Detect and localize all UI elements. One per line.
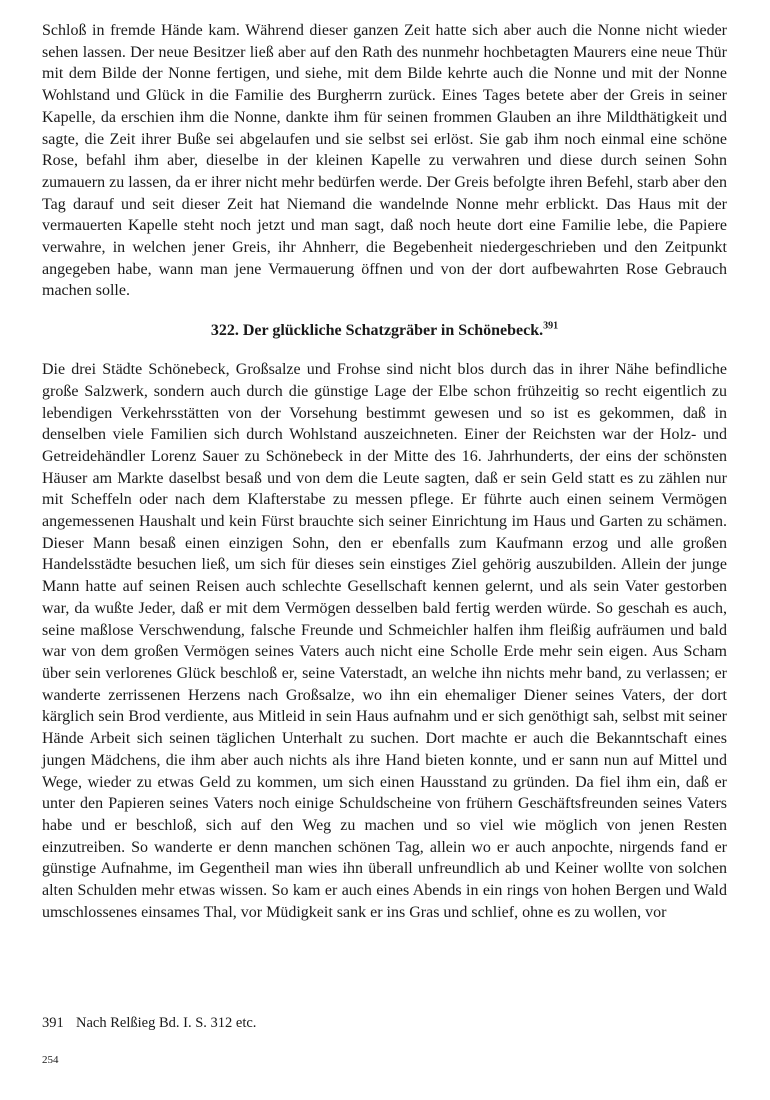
footnote-text: Nach Relßieg Bd. I. S. 312 etc. — [76, 1015, 257, 1031]
footnote — [42, 1014, 256, 1032]
continuation-paragraph: Schloß in fremde Hände kam. Während dieser ganzen Zeit hatte sich aber auch die Nonne nicht wieder sehen lassen. Der neue Besitzer ließ aber auf den Rath des nunmehr hochbetagten Maurers eine neue Thür mit dem Bilde der Nonne fertigen, und siehe, mit dem Bilde kehrte auch die Nonne und mit der Nonne Wohlstand und Glück in die Familie des Burgherrn zurück. Eines Tages betete aber der Greis in seiner Kapelle, da erschien ihm die Nonne, dankte ihm für seinen frommen Glauben an ihre Mildthätigkeit und sagte, die Zeit ihrer Buße sei abgelaufen und sie selbst sei erlöst. Sie gab ihm noch einmal eine schöne Rose, befahl ihm aber, dieselbe in der kleinen Kapelle zu verwahren und diese durch seinen Sohn zumauern zu lassen, da er ihrer nicht mehr bedürfen werde. Der Greis befolgte ihren Befehl, starb aber den Tag darauf und seit dieser Zeit hat Niemand die wandelnde Nonne mehr erblickt. Das Haus mit der vermauerten Kapelle steht noch jetzt und man sagt, daß noch heute dort eine Familie lebe, die Papiere verwahre, in welchen jener Greis, ihr Ahnherr, die Begebenheit niedergeschrieben und den Zeitpunkt angegeben habe, wann man jene Vermauerung öffnen und von der dort aufbewahrten Rose Gebrauch machen solle. — [42, 22, 727, 300]
page-body — [42, 20, 727, 923]
page-number: 254 — [42, 1054, 59, 1066]
section-heading — [42, 320, 727, 342]
section-heading-text: 322. Der glückliche Schatzgräber in Schönebeck. — [210, 322, 544, 340]
footnote-reference: 391 — [543, 320, 559, 332]
section-paragraph: Die drei Städte Schönebeck, Großsalze und Frohse sind nicht blos durch das in ihrer Nähe befindliche große Salzwerk, sondern auch durch die günstige Lage der Elbe schon frühzeitig so recht eigentlich zu lebendigen Verkehrsstätten von der Vorsehung bestimmt gewesen und so ist es gekommen, daß in denselben viele Familien sich durch Wohlstand auszeichneten. Einer der Reichsten war der Holz- und Getreidehändler Lorenz Sauer zu Schönebeck in der Mitte des 16. Jahrhunderts, der eins der schönsten Häuser am Markte daselbst besaß und von dem die Leute sagten, daß er sein Geld statt es zu zählen nur mit Scheffeln oder nach dem Klafterstabe zu messen pflege. Er führte auch einen seinem Vermögen angemessenen Haushalt und kein Fürst brauchte sich seiner Einrichtung im Haus und Garten zu schämen. Dieser Mann besaß einen einzigen Sohn, den er ebenfalls zum Kaufmann erzog und alle großen Handelsstädte besuchen ließ, um sich für dieses sein einstiges Ziel gehörig auszubilden. Allein der junge Mann hatte auf seinen Reisen auch schlechte Gesellschaft kennen gelernt, und als sein Vater gestorben war, da wußte Jeder, daß er mit dem Vermögen desselben bald fertig werden würde. So geschah es auch, seine maßlose Verschwendung, falsche Freunde und Schmeichler halfen ihm fleißig aufräumen und bald war von dem großen Vermögen seines Vaters auch nicht eine Scholle Erde mehr sein eigen. Aus Scham über sein verlorenes Glück beschloß er, seine Vaterstadt, an welche ihn nichts mehr band, zu verlassen; er wanderte zerrissenen Herzens nach Großsalze, wo ihn ein ehemaliger Diener seines Vaters, der dort kärglich sein Brod verdiente, aus Mitleid in sein Haus aufnahm und er sich genöthigt sah, selbst mit seiner Hände Arbeit sich seinen täglichen Unterhalt zu suchen. Dort machte er auch die Bekanntschaft eines jungen Mädchens, die ihm aber auch nichts als ihre Hand bieten konnte, und er sann nun auf Mittel und Wege, wieder zu etwas Geld zu kommen, um sich einen Hausstand zu gründen. Da fiel ihm ein, daß er unter den Papieren seines Vaters noch einige Schuldscheine von frühern Geschäftsfreunden seines Vaters habe und er beschloß, sich auf den Weg zu machen und so viel wie möglich von jenen Resten einzutreiben. So wanderte er denn manchen schönen Tag, allein wo er auch anpochte, nirgends fand er günstige Aufnahme, im Gegentheil man wies ihn überall unfreundlich ab und Keiner wollte von solchen alten Schulden mehr etwas wissen. So kam er auch eines Abends in ein rings von hohen Bergen und Wald umschlossenes einsames Thal, vor Müdigkeit sank er ins Gras und schlief, ohne es zu wollen, vor — [42, 361, 727, 921]
footnote-number: 391 — [42, 1015, 64, 1031]
